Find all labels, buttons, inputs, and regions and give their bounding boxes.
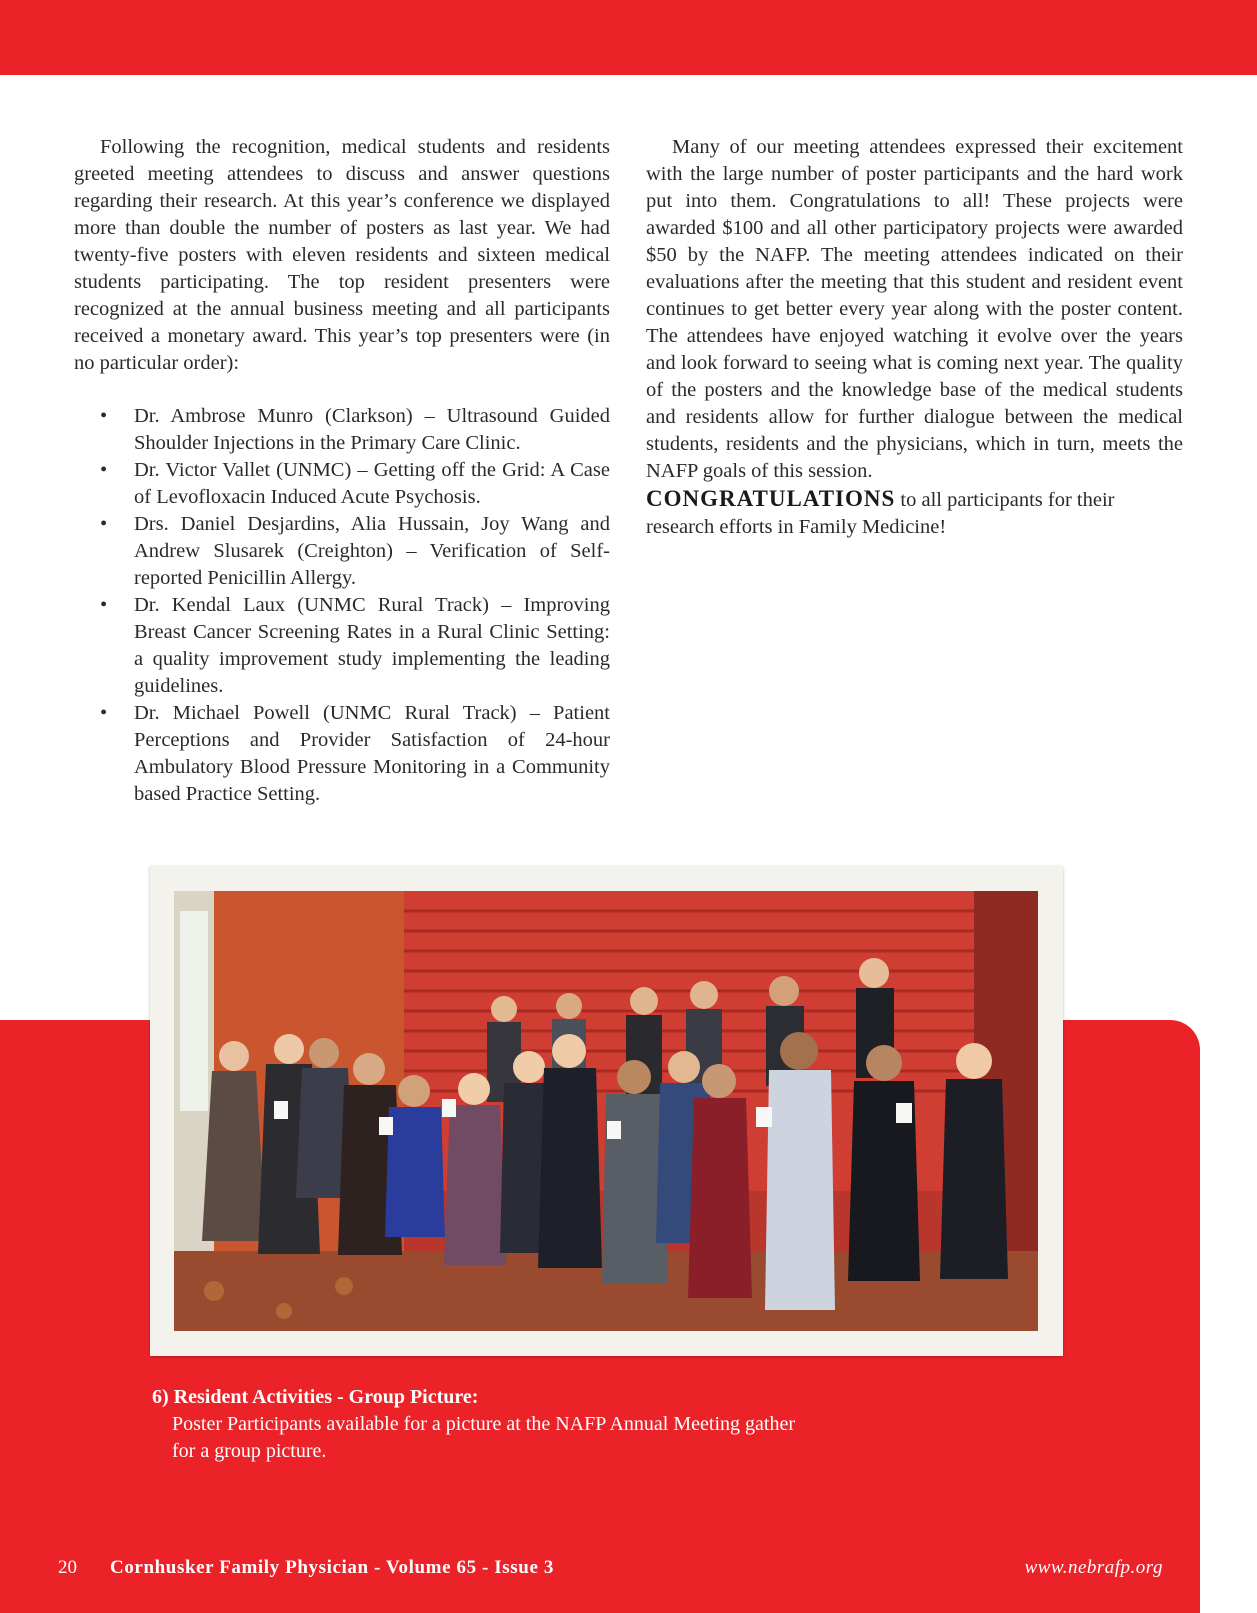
presenter-item (74, 511, 610, 592)
photo-caption (152, 1384, 912, 1465)
intro-paragraph: Following the recognition, medical students and residents greeted meeting attendees to discuss and answer questions regarding their research. At this year’s conference we displayed more than double the number of posters as last year. We had twenty-five posters with eleven residents and sixteen medical students participating. The top resident presenters were recognized at the annual business meeting and all participants received a monetary award. This year’s top presenters were (in no particular order): (74, 136, 610, 374)
bullet-icon: • (100, 513, 108, 535)
page-number: 20 (58, 1557, 77, 1578)
top-red-band (0, 0, 1257, 75)
photo-frame (150, 866, 1063, 1356)
feedback-paragraph: Many of our meeting attendees expressed their excitement with the large number of poster participants and the hard work put into them. Congratulations to all! These projects were awarded $100 and all other participatory projects were awarded $50 by the NAFP. The meeting attendees indicated on their evaluations after the meeting that this student and resident event continues to get better every year along with the poster content. The attendees have enjoyed watching it evolve over the years and look forward to seeing what is coming next year. The quality of the posters and the knowledge base of the medical students and residents allow for further dialogue between the medical students, residents and the physicians, which in turn, meets the NAFP goals of this session. (646, 136, 1183, 482)
bullet-icon: • (100, 405, 108, 427)
caption-title: 6) Resident Activities - Group Picture: (152, 1386, 479, 1408)
publication-title: Cornhusker Family Physician - Volume 65 - Issue 3 (110, 1557, 554, 1578)
caption-body: Poster Participants available for a picture at the NAFP Annual Meeting gather (172, 1413, 795, 1435)
right-column (646, 134, 1183, 541)
presenter-text: Dr. Michael Powell (UNMC Rural Track) – Patient Perceptions and Provider Satisfaction of 24-hour Ambulatory Blood Pressure Monitoring in a Community based Practice Setting. (134, 702, 610, 805)
presenter-text: Dr. Ambrose Munro (Clarkson) – Ultrasound Guided Shoulder Injections in the Primary Care Clinic. (134, 405, 610, 454)
congrats-line (646, 485, 1183, 541)
presenter-list (74, 403, 610, 808)
left-column (74, 134, 610, 808)
congrats-heading: CONGRATULATIONS (646, 486, 896, 511)
bullet-icon: • (100, 702, 108, 724)
presenter-item (74, 457, 610, 511)
presenter-text: Dr. Kendal Laux (UNMC Rural Track) – Improving Breast Cancer Screening Rates in a Rural Clinic Setting: a quality improvement study implementing the leading guidelines. (134, 594, 610, 697)
group-photo-icon (174, 891, 1038, 1331)
presenter-item (74, 700, 610, 808)
congrats-text: to all participants for their research efforts in Family Medicine! (646, 489, 1115, 538)
presenter-text: Dr. Victor Vallet (UNMC) – Getting off the Grid: A Case of Levofloxacin Induced Acute Psychosis. (134, 459, 610, 508)
bullet-icon: • (100, 594, 108, 616)
presenter-text: Drs. Daniel Desjardins, Alia Hussain, Joy Wang and Andrew Slusarek (Creighton) – Verification of Self-reported Penicillin Allergy. (134, 513, 610, 589)
presenter-item (74, 403, 610, 457)
presenter-item (74, 592, 610, 700)
group-photo (174, 891, 1038, 1331)
bullet-icon: • (100, 459, 108, 481)
website-link[interactable]: www.nebrafp.org (1024, 1557, 1163, 1578)
caption-body-continued: for a group picture. (172, 1440, 327, 1462)
